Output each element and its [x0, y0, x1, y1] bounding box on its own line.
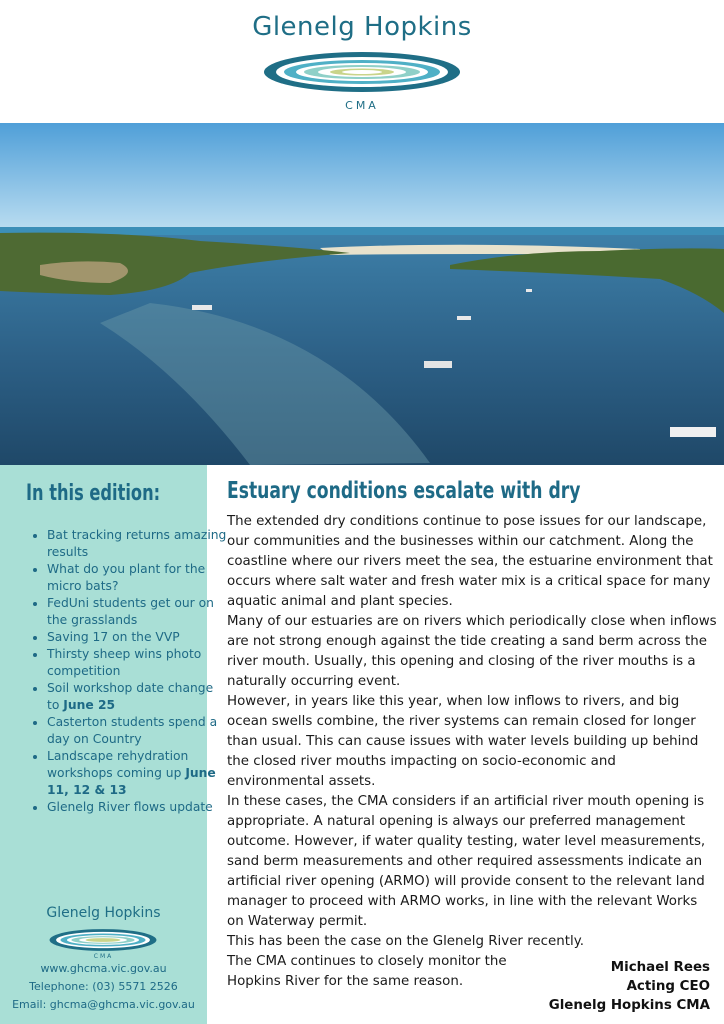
article-paragraph: This has been the case on the Glenelg River recently. [227, 934, 584, 949]
edition-title: In this edition: [26, 481, 161, 506]
list-item: • Thirsty sheep wins photo competition [47, 646, 227, 680]
article-paragraph: However, in years like this year, when low inflows to rivers, and big ocean swells combine, the river systems can remain closed for longer than usual. This can cause issues with water levels building up behind the closed river mouths impacting on socio-economic and environmental assets. [227, 694, 699, 789]
list-item: • Saving 17 on the VVP [47, 629, 227, 646]
signature-block [549, 958, 710, 1015]
sidebar-brand-name: Glenelg Hopkins [46, 905, 161, 921]
article-paragraph: The CMA continues to closely monitor the Hopkins River for the same reason. [227, 954, 507, 989]
article-paragraph: In these cases, the CMA considers if an artificial river mouth opening is appropriate. A natural opening is always our preferred management outcome. However, if water quality testing, water level measurements, sand berm measurements and other required assessments indicate an artificial river opening (ARMO) will provide consent to the relevant land manager to proceed with ARMO works, in line with the relevant Works on Waterway permit. [227, 794, 706, 929]
signature-name: Michael Rees [610, 960, 710, 975]
email-link[interactable]: Email: ghcma@ghcma.vic.gov.au [12, 998, 195, 1011]
signature-role: Acting CEO [626, 979, 710, 994]
estuary-photo [0, 123, 724, 465]
article-title: Estuary conditions escalate with dry [227, 478, 581, 504]
telephone-text: Telephone: (03) 5571 2526 [29, 980, 178, 993]
brand-cma-label: CMA [345, 99, 379, 112]
website-link[interactable]: www.ghcma.vic.gov.au [40, 962, 167, 975]
signature-org: Glenelg Hopkins CMA [548, 998, 710, 1013]
article-paragraph: The extended dry conditions continue to pose issues for our landscape, our communities and the businesses within our catchment. Along the coastline where our rivers meet the sea, the estuarine environment that occurs where salt water and fresh water mix is a critical space for many aquatic animal and plant species. [227, 514, 713, 609]
edition-list [24, 527, 227, 816]
article-body [227, 512, 717, 992]
list-item: • Soil workshop date change to June 25 [47, 680, 227, 714]
list-item: • Bat tracking returns amazing results [47, 527, 227, 561]
list-item: • Landscape rehydration workshops coming up June 11, 12 & 13 [47, 748, 227, 799]
cma-logo-icon [44, 928, 162, 952]
sidebar [0, 465, 227, 1024]
page-header [0, 0, 724, 122]
article-paragraph: Many of our estuaries are on rivers which periodically close when inflows are not strong enough against the tide creating a sand berm across the river mouth. Usually, this opening and closing of the river mouths is a naturally occurring event. [227, 614, 717, 689]
cma-logo-icon [262, 50, 462, 94]
list-item: • FedUni students get our on the grasslands [47, 595, 227, 629]
list-item: • Casterton students spend a day on Country [47, 714, 227, 748]
list-item: • Glenelg River flows update [47, 799, 227, 816]
list-item: • What do you plant for the micro bats? [47, 561, 227, 595]
brand-name: Glenelg Hopkins [252, 12, 472, 42]
sidebar-cma-label: CMA [93, 953, 114, 960]
